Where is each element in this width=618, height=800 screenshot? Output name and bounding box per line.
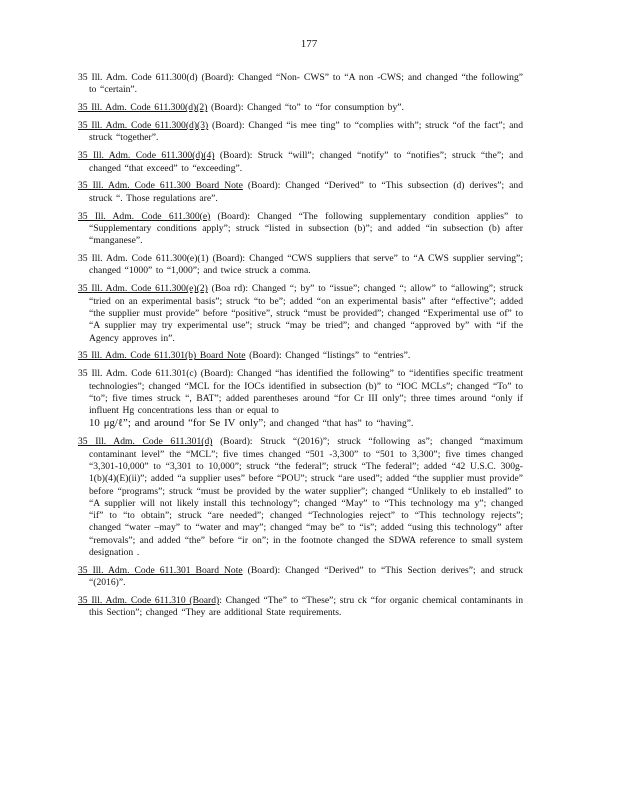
entry-611-300-e-1 [78, 253, 523, 278]
entry-citation: 35 Ill. Adm. Code 611.301(c) [78, 368, 197, 380]
entry-611-300-board-note [78, 180, 523, 205]
entry-citation: 35 Ill. Adm. Code 611.310 (Board) [78, 595, 220, 607]
entry-611-300-e [78, 211, 523, 248]
entry-611-300-d-3 [78, 120, 523, 145]
entry-text: : Changed “The” to “These”; stru ck “for organic chemical contaminants in this Section”; changed “They are additional State requirements. [89, 595, 523, 619]
entry-text: (Board): Changed “Derived” to “This subsection (d) derives”; and struck “. Those regulations are”. [89, 180, 523, 204]
entry-citation: 35 Ill. Adm. Code 611.300(d) [78, 72, 198, 83]
entry-text: (Board): Changed “has identified the following” to “identifies specific treatment technologies”; changed “MCL for the IOCs identified in subsection (b)” to “IOC MCLs”; changed “To” to “to”; five times struck “, BAT”; added parentheses around “for Cr III only”; three times around “only if influent Hg concentrations less than or equal to [89, 368, 523, 417]
entry-citation: 35 Ill. Adm. Code 611.301(d) [78, 436, 213, 448]
entry-611-300-d-2 [78, 102, 523, 114]
entry-text: (Board): Changed “listings” to “entries”. [245, 350, 411, 362]
entry-text: (Board): Changed “Derived” to “This Section derives”; and struck “(2016)”. [89, 564, 523, 589]
entry-citation: 35 Ill. Adm. Code 611.300(e)(2) [78, 283, 208, 295]
entry-text-large: 10 μg/ℓ”; and around “for Se IV only” [89, 417, 264, 430]
entry-citation: 35 Ill. Adm. Code 611.300 Board Note [78, 180, 243, 192]
entry-text: (Board): Changed “The following supplementary condition applies” to “Supplementary conditions apply”; struck “listed in subsection (b)”; and added “in subsection (b) after “manganese”. [89, 210, 523, 247]
entry-text: (Board): Changed “CWS suppliers that serve” to “A CWS supplier serving”; changed “1000” to “1,000”; and twice struck a comma. [89, 253, 523, 277]
entry-text: (Board): Struck “(2016)”; struck “following as”; changed “maximum contaminant level” the “MCL”; five times changed “501 -3,300” to “501 to 3,300”; five times changed “3,301-10,000” to “3,301 to 10,000”; struck “the federal”; struck “The federal”; added “42 U.S.C. 300g-1(b)(4)(E)(ii)”; added “a supplier uses” before “POU”; struck “are used”; added “the supplier must provide” before “programs”; struck “must be provided by the water supplier”; changed “Unlikely to eb installed” to “A supplier will not likely install this technology”; changed “May” to “This technology ma y”; changed “if” to “to obtain”; struck “are needed”; changed “Technologies reject” to “This technology rejects”; changed “water –may” to “water and may”; changed “may be” to “is”; added “using this technology” after “removals”; and added “the” before “ir on”; in the footnote changed the SDWA reference to small system designation . [89, 436, 523, 559]
entry-611-301-b-board-note [78, 350, 523, 362]
entry-text: (Board): Changed “Non- CWS” to “A non -CWS; and changed “the following” to “certain”. [89, 72, 523, 96]
entry-citation: 35 Ill. Adm. Code 611.300(d)(3) [78, 120, 209, 132]
entry-611-301-d [78, 436, 523, 559]
entry-citation: 35 Ill. Adm. Code 611.300(d)(4) [78, 150, 215, 162]
entry-text: (Boa rd): Changed “; by” to “issue”; changed “; allow” to “allowing”; struck “tried on an experimental basis”; struck “to be”; added “on an experimental basis” after “effective”; added “the supplier must provide” before “positive”, struck “must be provided”; changed “Experimental use of” to “A supplier may try experimental use”; struck “may be tried”; and changed “approved by” with “if the Agency approves in”. [89, 283, 523, 344]
entry-611-310 [78, 595, 523, 620]
entry-text: (Board): Changed “is mee ting” to “complies with”; struck “of the fact”; and struck “together”. [89, 120, 523, 144]
entry-text: (Board): Changed “to” to “for consumption by”. [207, 102, 404, 114]
entry-611-300-d [78, 72, 523, 97]
entry-citation: 35 Ill. Adm. Code 611.301 Board Note [78, 564, 243, 576]
entry-611-301-c [78, 368, 523, 430]
entry-611-300-d-4 [78, 150, 523, 175]
entry-611-301-board-note [78, 565, 523, 590]
entry-citation: 35 Ill. Adm. Code 611.301(b) Board Note [78, 350, 246, 362]
entry-text: (Board): Struck “will”; changed “notify” to “notifies”; struck “the”; and changed “that exceed” to “exceeding”. [89, 150, 524, 174]
entry-citation: 35 Ill. Adm. Code 611.300(e)(1) [78, 253, 209, 265]
entry-text-tail: ; and changed “that has” to “having”. [263, 418, 414, 430]
entry-citation: 35 Ill. Adm. Code 611.300(e) [78, 210, 211, 222]
entries-list [78, 72, 523, 625]
entry-611-300-e-2 [78, 283, 523, 344]
page-number: 177 [300, 38, 318, 50]
entry-citation: 35 Ill. Adm. Code 611.300(d)(2) [78, 102, 208, 114]
